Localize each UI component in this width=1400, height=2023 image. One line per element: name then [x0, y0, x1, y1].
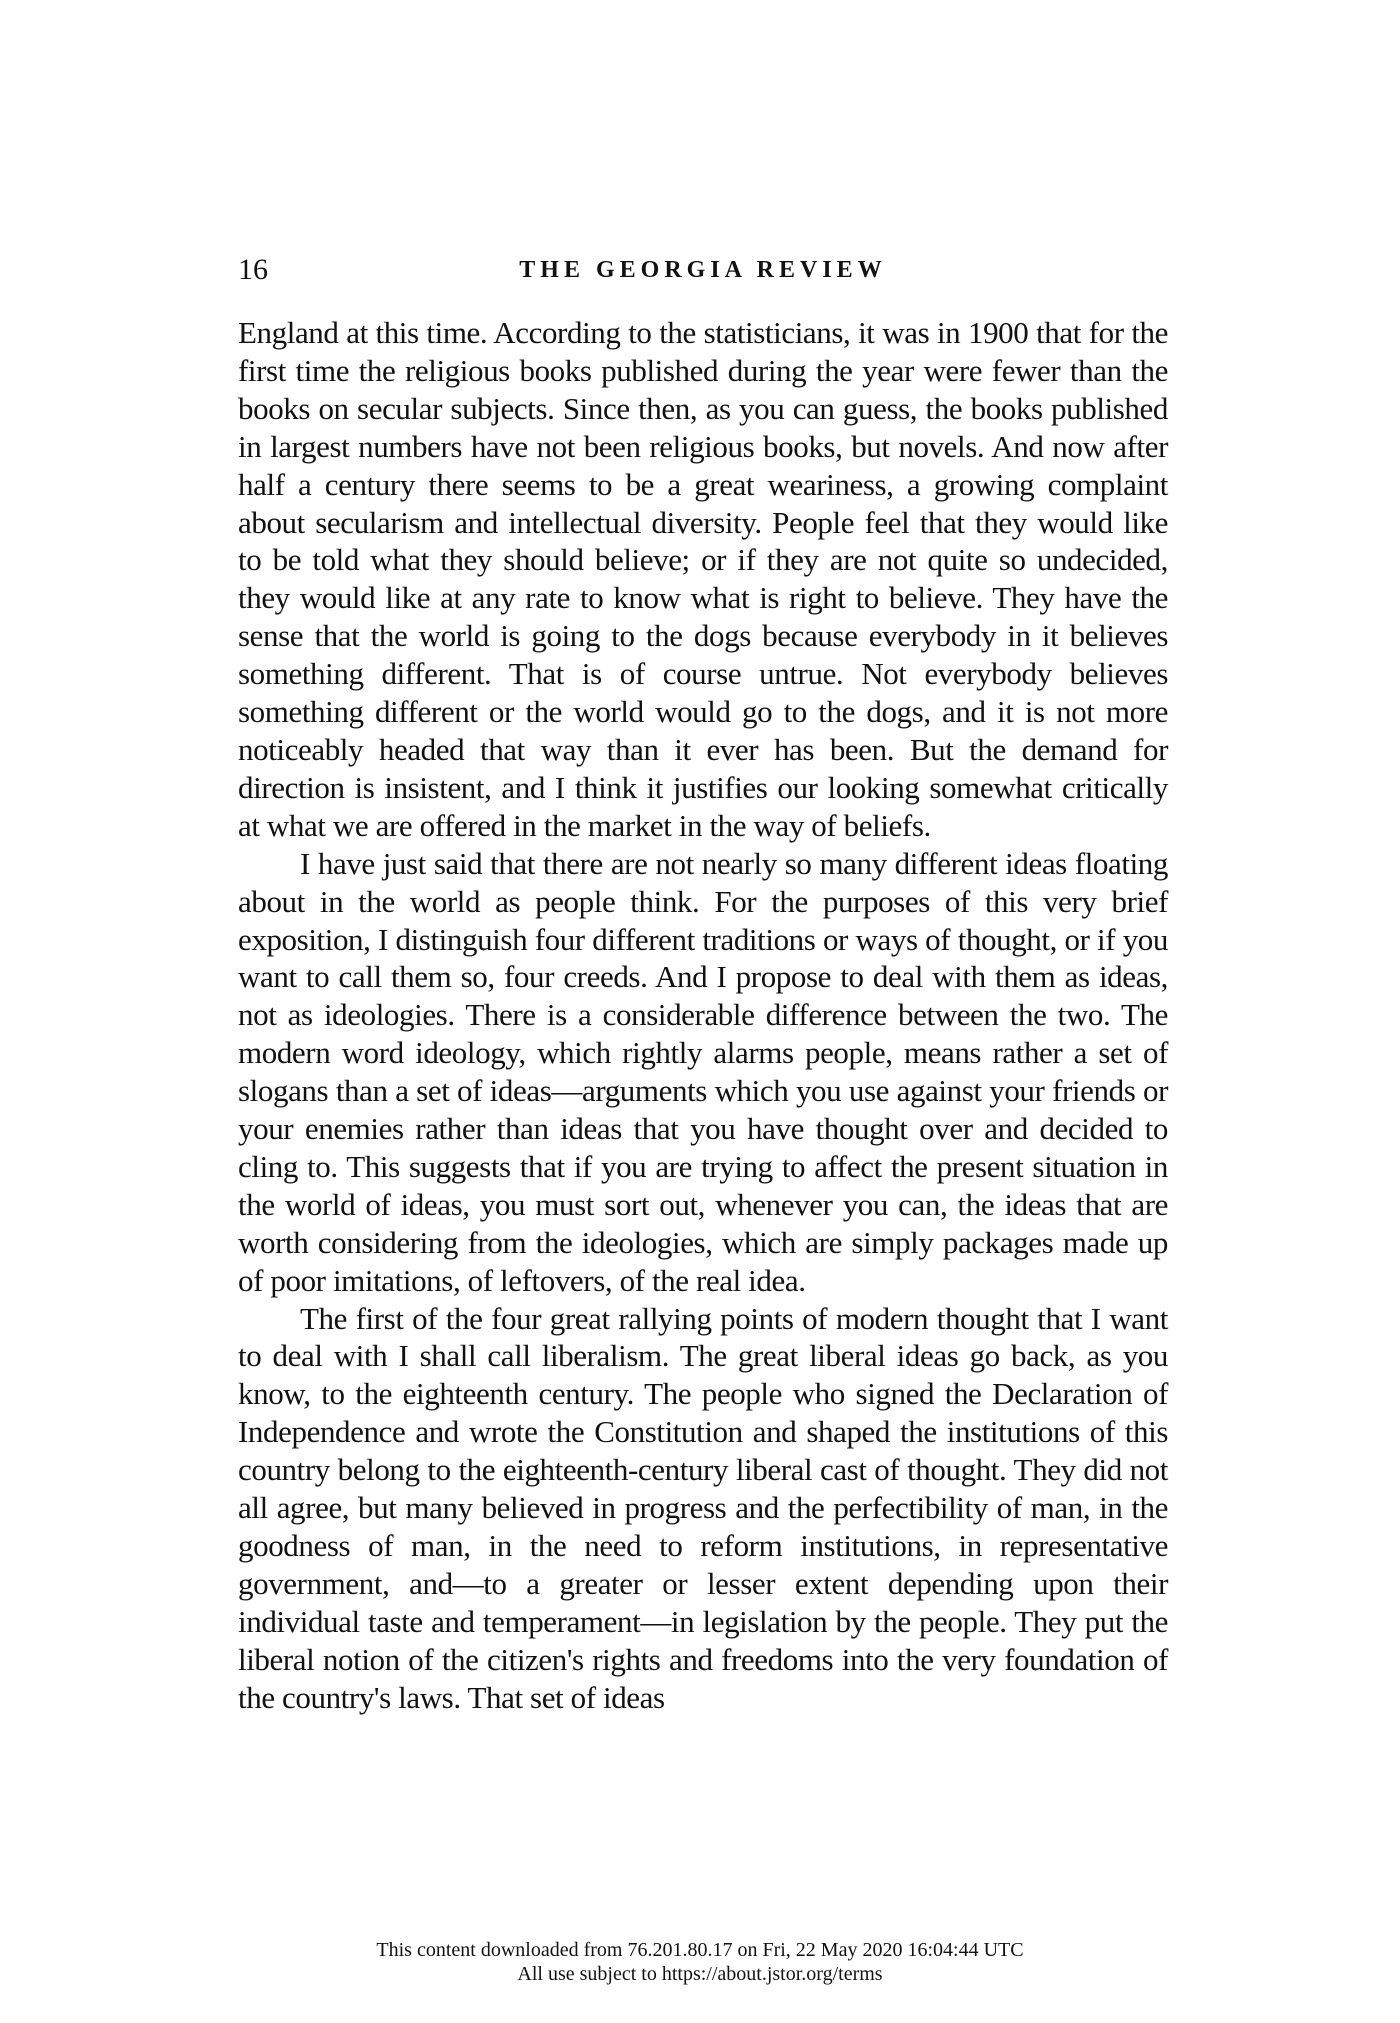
- page-number: 16: [238, 253, 268, 286]
- download-notice: [0, 1938, 1400, 1986]
- download-notice-line-1: This content downloaded from 76.201.80.17 on Fri, 22 May 2020 16:04:44 UTC: [376, 1939, 1024, 1961]
- paragraph-1: England at this time. According to the statisticians, it was in 1900 that for the first time the religious books published during the year were fewer than the books on secular subjects. Since then, as you can guess, the books published in largest numbers have not been religious books, but novels. And now after half a century there seems to be a great weariness, a growing complaint about secularism and intellectual diversity. People feel that they would like to be told what they should believe; or if they are not quite so undecided, they would like at any rate to know what is right to believe. They have the sense that the world is going to the dogs because everybody in it believes something different. That is of course untrue. Not everybody believes something different or the world would go to the dogs, and it is not more noticeably headed that way than it ever has been. But the demand for direction is insistent, and I think it justifies our looking somewhat critically at what we are offered in the market in the way of beliefs.: [238, 315, 1168, 843]
- journal-title: THE GEORGIA REVIEW: [519, 257, 887, 283]
- paragraph-2: I have just said that there are not nearly so many different ideas floating about in the world as people think. For the purposes of this very brief exposition, I distinguish four different traditions or ways of thought, or if you want to call them so, four creeds. And I propose to deal with them as ideas, not as ideologies. There is a considerable difference between the two. The modern word ideology, which rightly alarms people, means rather a set of slogans than a set of ideas—arguments which you use against your friends or your enemies rather than ideas that you have thought over and decided to cling to. This suggests that if you are trying to affect the present situation in the world of ideas, you must sort out, whenever you can, the ideas that are worth considering from the ideologies, which are simply packages made up of poor imitations, of leftovers, of the real idea.: [238, 845, 1168, 1298]
- article-body: [238, 314, 1168, 1717]
- paragraph-3: The first of the four great rallying points of modern thought that I want to deal with I shall call liberalism. The great liberal ideas go back, as you know, to the eighteenth century. The people who signed the Declaration of Independence and wrote the Constitution and shaped the institutions of this country belong to the eighteenth-century liberal cast of thought. They did not all agree, but many believed in progress and the perfectibility of man, in the goodness of man, in the need to reform institutions, in representative government, and—to a greater or lesser extent depending upon their individual taste and temperament—in legislation by the people. They put the liberal notion of the citizen's rights and freedoms into the very foundation of the country's laws. That set of ideas: [238, 1300, 1168, 1715]
- download-notice-line-2: All use subject to https://about.jstor.org/terms: [517, 1963, 883, 1985]
- running-head: [238, 252, 1168, 292]
